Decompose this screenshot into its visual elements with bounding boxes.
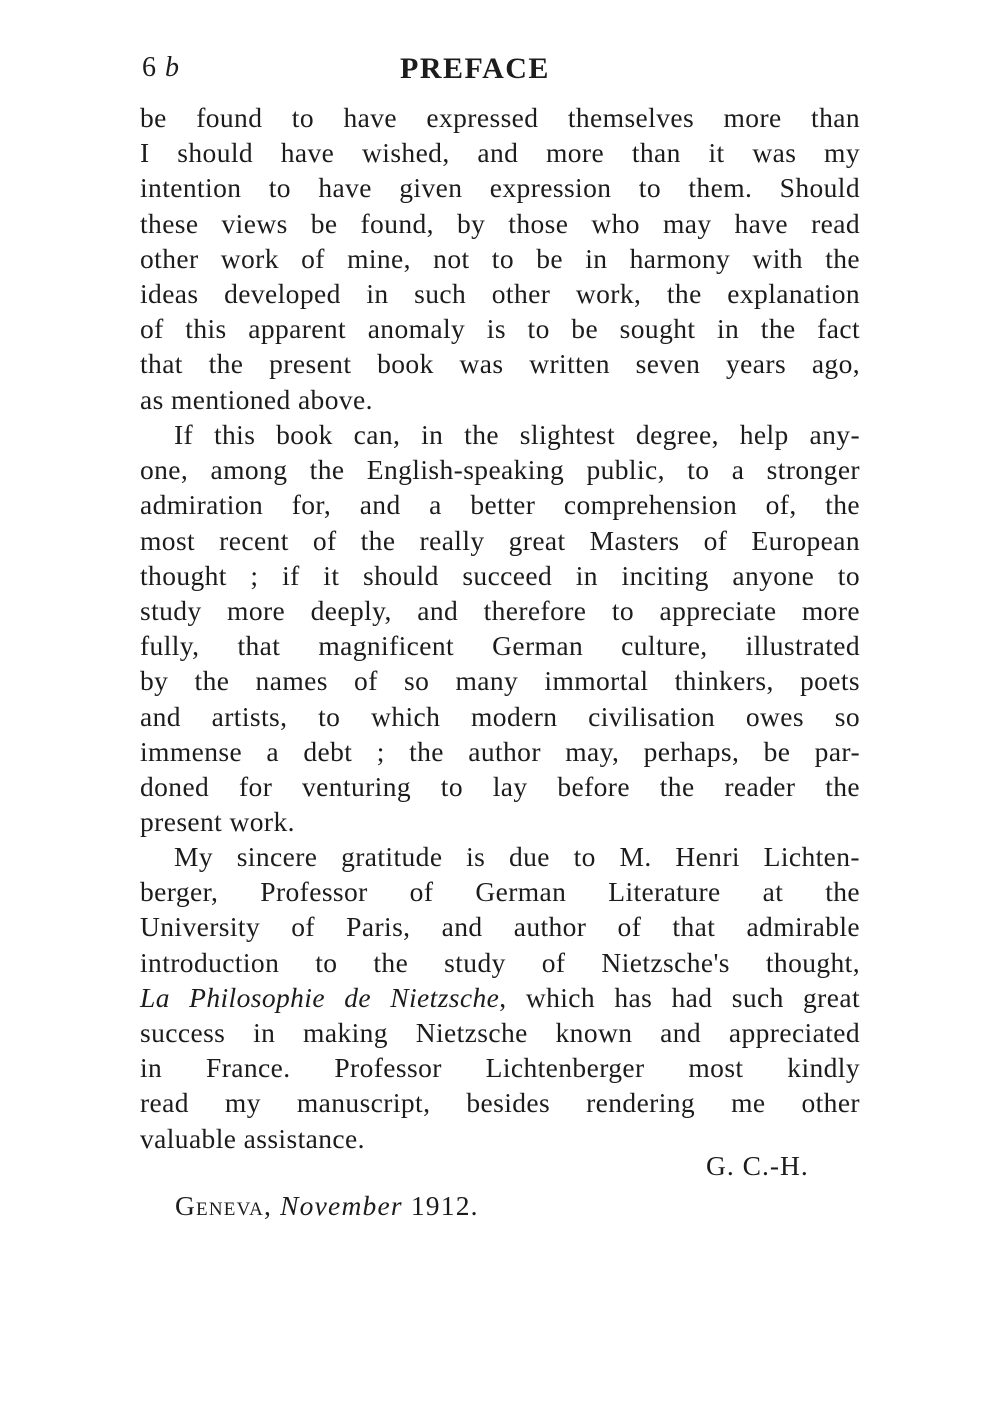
place: Geneva, [175,1190,273,1221]
text-line: berger, Professor of German Literature at the [140,876,860,908]
text-line: read my manuscript, besides rendering me other [140,1087,860,1119]
text-line: valuable assistance. [140,1122,365,1154]
paragraph-2 [140,417,860,839]
text-line: be found to have expressed themselves more than [140,102,860,133]
running-head [140,52,860,92]
text-line: fully, that magnificent German culture, illustrated [140,630,860,662]
text-line: admiration for, and a better comprehension of, the [140,489,860,521]
text-line: in France. Professor Lichtenberger most kindly [140,1052,860,1084]
paragraph-1 [140,100,860,417]
month: November [280,1190,403,1221]
text-line: thought ; if it should succeed in inciting anyone to [140,559,860,591]
text-line: study more deeply, and therefore to appreciate more [140,594,860,626]
text-line: doned for venturing to lay before the reader the [140,770,860,802]
text-line: most recent of the really great Masters of European [140,524,860,556]
year: 1912. [410,1190,479,1221]
page-title: PREFACE [400,52,550,85]
place-date [175,1190,479,1222]
text-line: that the present book was written seven years ago, [140,348,860,380]
text-line: ideas developed in such other work, the explanation [140,277,860,309]
text-line: University of Paris, and author of that admirable [140,911,860,943]
text-line: present work. [140,806,295,838]
text-line: of this apparent anomaly is to be sought in the fact [140,313,860,345]
text-line: My sincere gratitude is due to M. Henri Lichten- [174,841,860,872]
text-line: intention to have given expression to them. Should [140,172,860,204]
text-line: immense a debt ; the author may, perhaps, be par- [140,735,860,767]
text-line: other work of mine, not to be in harmony with the [140,242,860,274]
text-line: as mentioned above. [140,383,373,415]
text-line: introduction to the study of Nietzsche's thought, [140,946,860,978]
text-line: success in making Nietzsche known and appreciated [140,1016,860,1048]
text-line [140,980,860,1015]
book-title: La Philosophie de Nietzsche [140,981,500,1013]
page-number: 6 b [142,52,180,83]
text-line: one, among the English-speaking public, to a stronger [140,454,860,486]
text-line: and artists, to which modern civilisation owes so [140,700,860,732]
author-initials: G. C.-H. [706,1150,809,1181]
text-line: If this book can, in the slightest degree, help any- [174,419,860,450]
book-title-tail: , which has had such great [499,981,860,1013]
text-line: I should have wished, and more than it was my [140,137,860,169]
text-line: by the names of so many immortal thinkers, poets [140,665,860,697]
paragraph-3 [140,839,860,1156]
text-line: these views be found, by those who may have read [140,207,860,239]
